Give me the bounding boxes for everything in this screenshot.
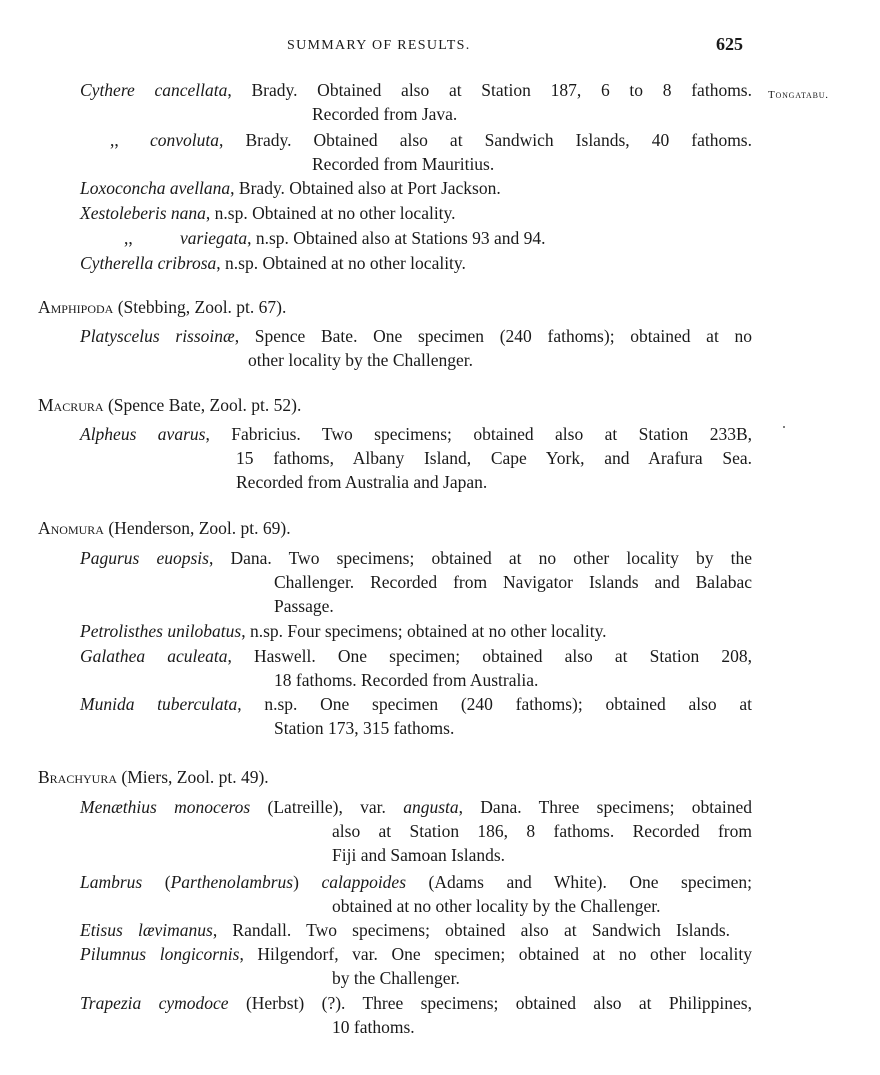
entry-cytherella-cribrosa: Cytherella cribrosa, n.sp. Obtained at no other locality. xyxy=(80,253,466,273)
entry-pilumnus-longicornis: Pilumnus longicornis, Hilgendorf, var. One specimen; obtained at no other locality xyxy=(80,944,752,964)
entry-continuation: 18 fathoms. Recorded from Australia. xyxy=(274,670,539,690)
entry-continuation: Challenger. Recorded from Navigator Islands and Balabac xyxy=(274,572,752,592)
section-heading-brachyura: Brachyura (Miers, Zool. pt. 49). xyxy=(38,767,269,787)
species-name: Galathea aculeata xyxy=(80,646,228,666)
entry-loxoconcha-avellana: Loxoconcha avellana, Brady. Obtained also at Port Jackson. xyxy=(80,178,501,198)
entry-continuation: Recorded from Australia and Japan. xyxy=(236,472,488,492)
species-name: Platyscelus rissoinæ xyxy=(80,326,235,346)
entry-lambrus-calappoides: Lambrus (Parthenolambrus) calappoides (Adams and White). One specimen; xyxy=(80,872,753,892)
entry-continuation: other locality by the Challenger. xyxy=(248,350,474,370)
variety-name: angusta xyxy=(403,797,459,817)
entry-xestoleberis-variegata: variegata, n.sp. Obtained also at Stations 93 and 94. xyxy=(180,228,546,248)
entry-alpheus-avarus: Alpheus avarus, Fabricius. Two specimens; obtained also at Station 233B, xyxy=(80,424,752,444)
entry-petrolisthes-unilobatus: Petrolisthes unilobatus, n.sp. Four specimens; obtained at no other locality. xyxy=(80,621,607,641)
running-title: SUMMARY OF RESULTS. xyxy=(287,38,471,53)
species-name: Alpheus avarus xyxy=(80,424,206,444)
entry-trapezia-cymodoce: Trapezia cymodoce (Herbst) (?). Three specimens; obtained also at Philippines, xyxy=(80,993,752,1013)
species-name: Petrolisthes unilobatus xyxy=(80,621,242,641)
entry-continuation: Recorded from Java. xyxy=(312,104,458,124)
entry-galathea-aculeata: Galathea aculeata, Haswell. One specimen; obtained also at Station 208, xyxy=(80,646,752,666)
page-number: 625 xyxy=(716,34,743,54)
entry-continuation: 15 fathoms, Albany Island, Cape York, and Arafura Sea. xyxy=(236,448,752,468)
species-name: Pagurus euopsis xyxy=(80,548,209,568)
entry-menaethius-monoceros: Menæthius monoceros (Latreille), var. angusta, Dana. Three specimens; obtained xyxy=(80,797,752,817)
entry-munida-tuberculata: Munida tuberculata, n.sp. One specimen (240 fathoms); obtained also at xyxy=(80,694,752,714)
entry-continuation: 10 fathoms. xyxy=(332,1017,415,1037)
subgenus-name: Parthenolambrus xyxy=(170,872,294,892)
species-name: Pilumnus longicornis xyxy=(80,944,240,964)
species-name: variegata xyxy=(180,228,248,248)
entry-pagurus-euopsis: Pagurus euopsis, Dana. Two specimens; obtained at no other locality by the xyxy=(80,548,752,568)
entry-continuation: also at Station 186, 8 fathoms. Recorded from xyxy=(332,821,752,841)
species-name: Munida tuberculata xyxy=(80,694,238,714)
print-speck xyxy=(783,426,785,428)
entry-etisus-laevimanus: Etisus lævimanus, Randall. Two specimens; obtained also at Sandwich Islands. xyxy=(80,920,730,940)
section-heading-anomura: Anomura (Henderson, Zool. pt. 69). xyxy=(38,518,291,538)
species-name: Xestoleberis nana xyxy=(80,203,206,223)
species-name: Cytherella cribrosa xyxy=(80,253,217,273)
species-name: Lambrus xyxy=(80,872,143,892)
species-epithet: calappoides xyxy=(321,872,407,892)
entry-cythere-convoluta: convoluta, Brady. Obtained also at Sandwich Islands, 40 fathoms. xyxy=(150,130,752,150)
species-name: Etisus lævimanus xyxy=(80,920,213,940)
page-header xyxy=(0,34,880,60)
entry-continuation: obtained at no other locality by the Challenger. xyxy=(332,896,661,916)
species-name: Loxoconcha avellana xyxy=(80,178,231,198)
entry-continuation: Recorded from Mauritius. xyxy=(312,154,495,174)
locality-side-label: Tongatabu. xyxy=(768,89,829,101)
species-name: Menæthius monoceros xyxy=(80,797,251,817)
entry-platyscelus-rissoinae: Platyscelus rissoinæ, Spence Bate. One specimen (240 fathoms); obtained at no xyxy=(80,326,752,346)
species-name: Trapezia cymodoce xyxy=(80,993,229,1013)
entry-continuation: Fiji and Samoan Islands. xyxy=(332,845,506,865)
section-heading-macrura: Macrura (Spence Bate, Zool. pt. 52). xyxy=(38,395,302,415)
species-name: convoluta xyxy=(150,130,220,150)
entry-xestoleberis-nana: Xestoleberis nana, n.sp. Obtained at no other locality. xyxy=(80,203,456,223)
ditto-mark: ,, xyxy=(110,130,119,150)
ditto-mark: ,, xyxy=(124,228,133,248)
species-name: Cythere cancellata xyxy=(80,80,228,100)
section-heading-amphipoda: Amphipoda (Stebbing, Zool. pt. 67). xyxy=(38,297,287,317)
entry-continuation: Station 173, 315 fathoms. xyxy=(274,718,455,738)
entry-continuation: by the Challenger. xyxy=(332,968,460,988)
entry-continuation: Passage. xyxy=(274,596,334,616)
entry-cythere-cancellata: Cythere cancellata, Brady. Obtained also at Station 187, 6 to 8 fathoms. xyxy=(80,80,752,100)
